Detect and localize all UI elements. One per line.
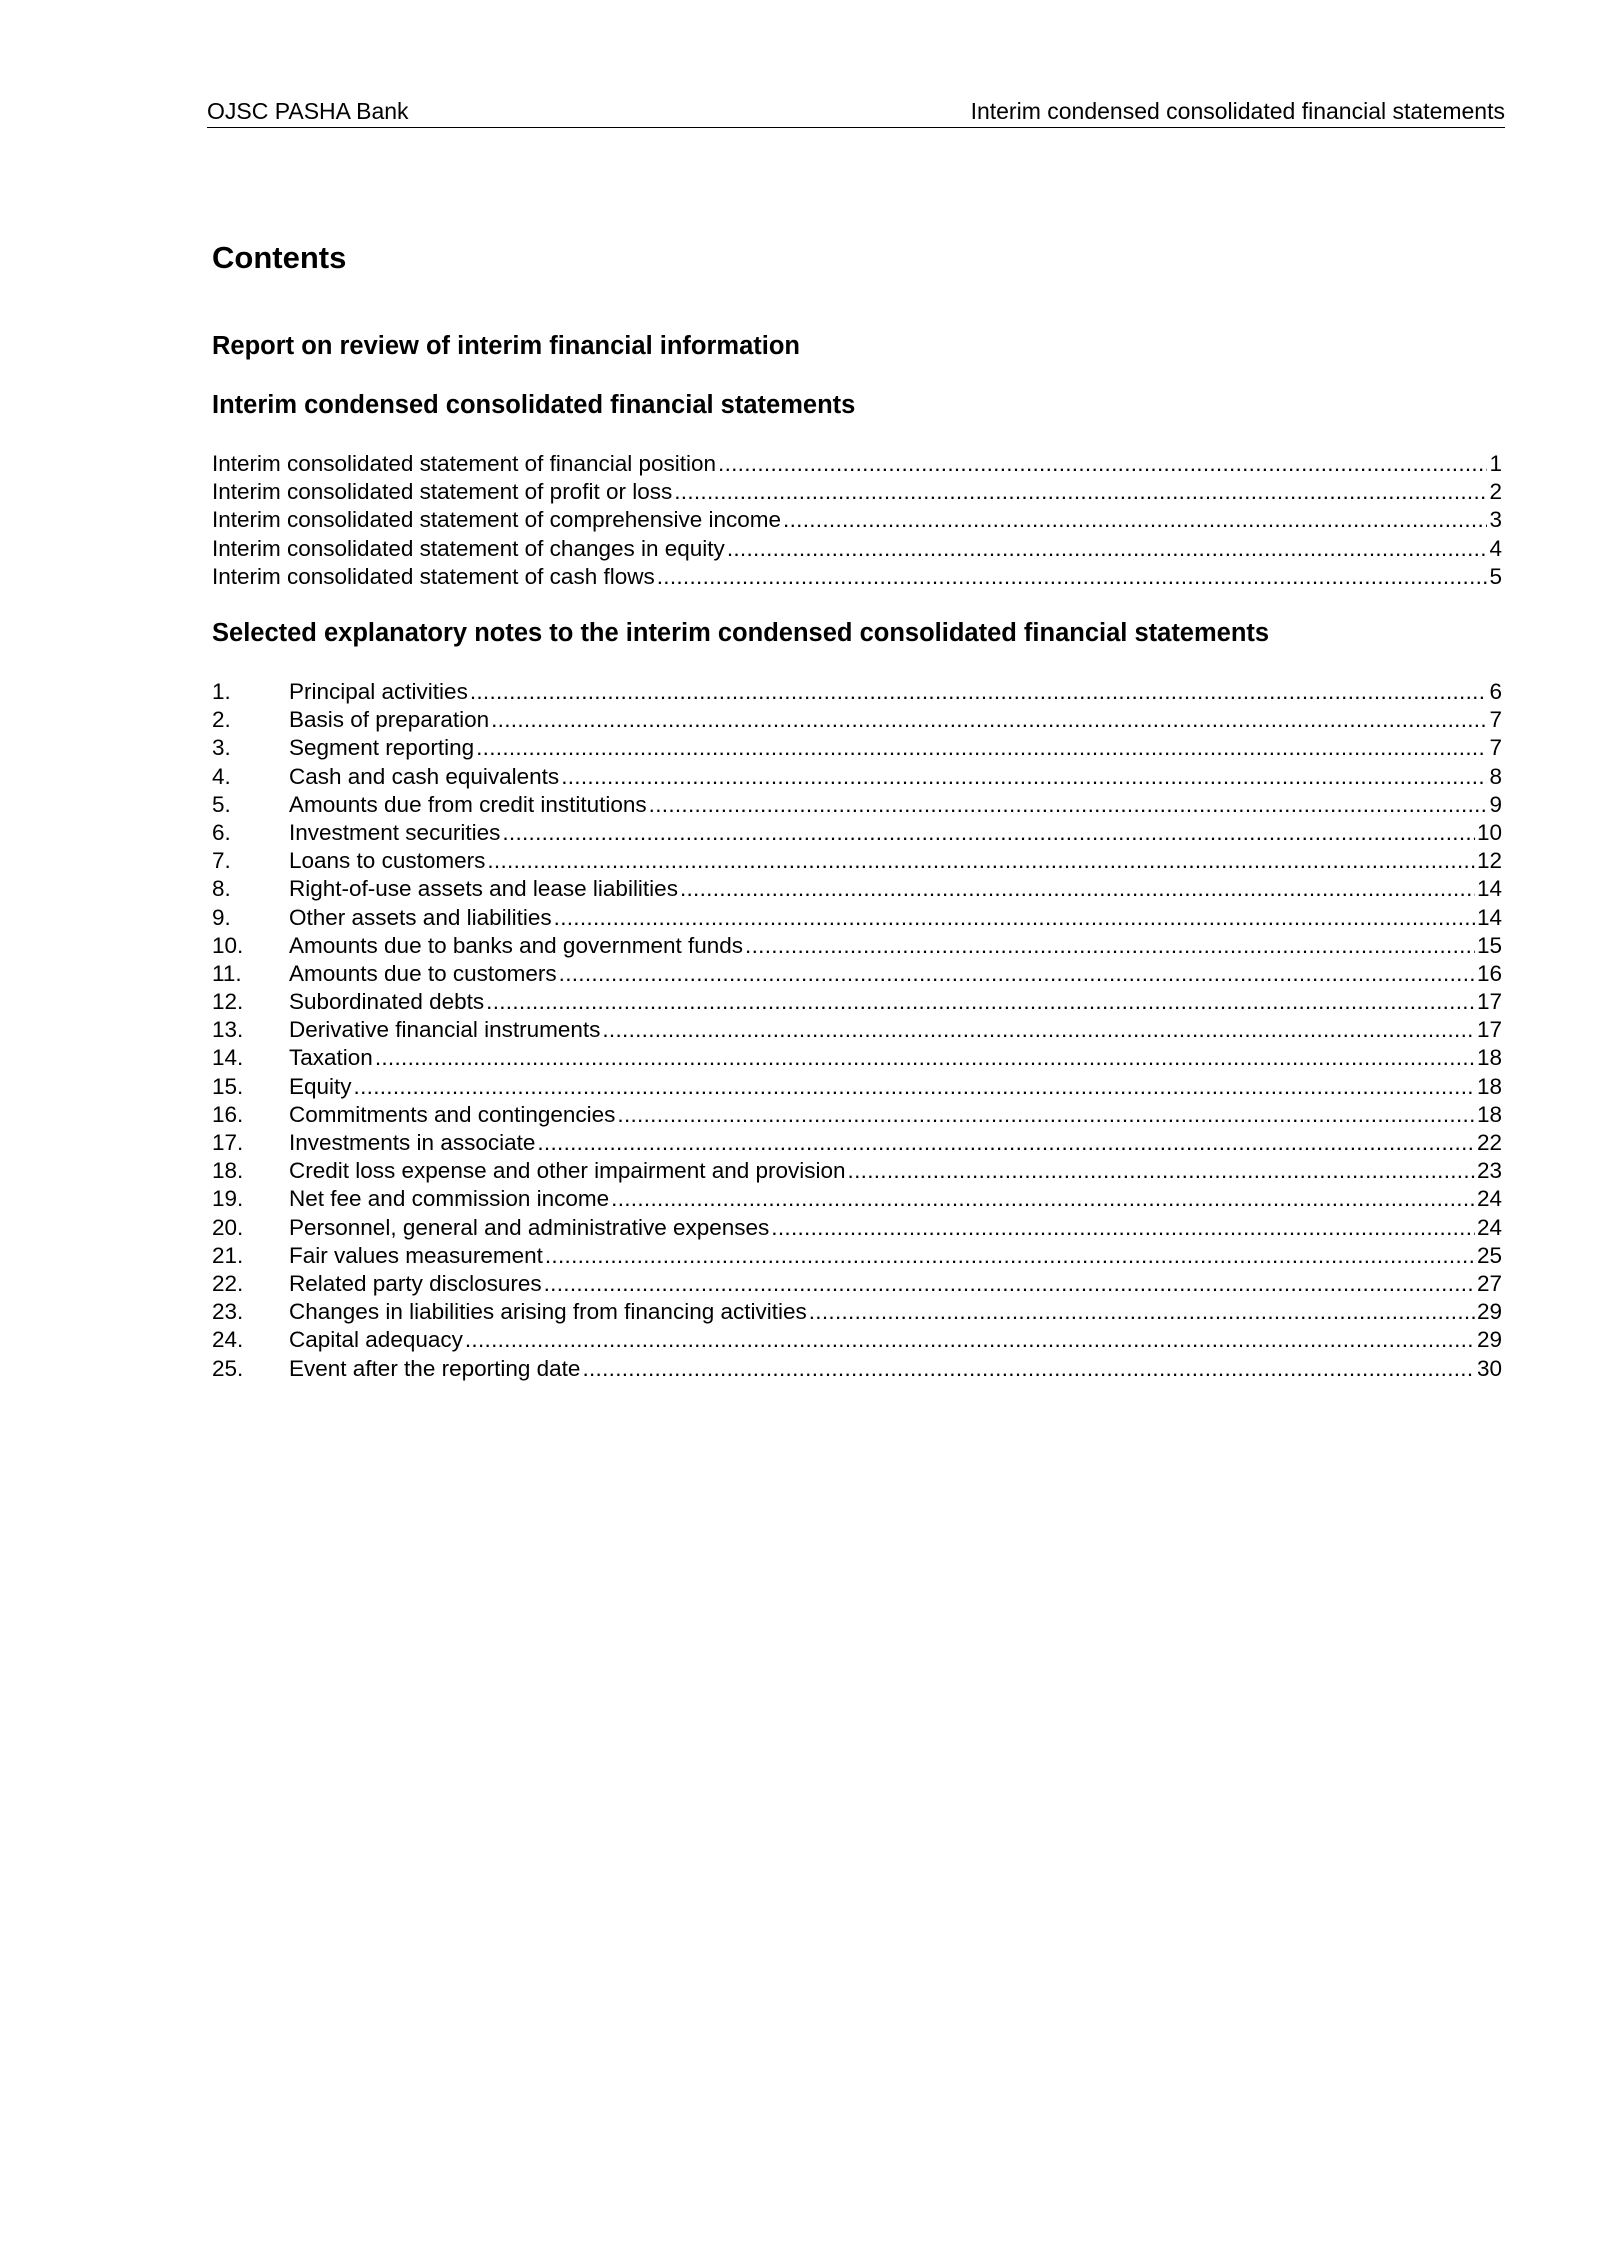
toc-entry-page: 30: [1476, 1355, 1502, 1381]
dot-leader: [502, 819, 1475, 847]
toc-entry-number: 7.: [212, 848, 231, 874]
dot-leader: [354, 1073, 1475, 1101]
dot-leader: [809, 1298, 1475, 1326]
dot-leader: [491, 706, 1487, 734]
toc-entry-number: 13.: [212, 1017, 244, 1043]
toc-entry-number: 4.: [212, 763, 231, 789]
toc-entry-page: 8: [1489, 763, 1502, 789]
toc-entry-page: 23: [1476, 1158, 1502, 1184]
toc-entry[interactable]: [212, 478, 1502, 506]
toc-entry[interactable]: [212, 1073, 1502, 1101]
toc-entry[interactable]: [212, 506, 1502, 534]
toc-entry-label: Interim consolidated statement of profit or loss: [212, 479, 673, 505]
toc-entry-page: 14: [1476, 876, 1502, 902]
toc-entry[interactable]: [212, 791, 1502, 819]
toc-entry[interactable]: [212, 450, 1502, 478]
toc-entry-page: 15: [1476, 932, 1502, 958]
section-notes-heading: Selected explanatory notes to the interim condensed consolidated financial statements: [212, 619, 1270, 647]
toc-entry[interactable]: [212, 988, 1502, 1016]
toc-entry-number: 15.: [212, 1073, 244, 1099]
dot-leader: [582, 1355, 1475, 1383]
toc-entry-number: 8.: [212, 876, 231, 902]
toc-entry-label: Amounts due to banks and government funds: [289, 932, 744, 958]
toc-entry-page: 16: [1476, 960, 1502, 986]
toc-entry-page: 2: [1489, 479, 1502, 505]
toc-entry-label: Capital adequacy: [289, 1327, 463, 1353]
toc-entry-page: 17: [1476, 989, 1502, 1015]
toc-entry-label: Fair values measurement: [289, 1242, 543, 1268]
dot-leader: [657, 563, 1488, 591]
toc-entry-number: 1.: [212, 679, 231, 704]
toc-entry-label: Equity: [289, 1073, 352, 1099]
toc-entry[interactable]: [212, 847, 1502, 875]
dot-leader: [537, 1129, 1475, 1157]
toc-entry[interactable]: [212, 1242, 1502, 1270]
toc-entry-page: 5: [1489, 563, 1502, 589]
toc-entry-number: 24.: [212, 1327, 244, 1353]
toc-entry-number: 10.: [212, 932, 244, 958]
section-statements-heading: Interim condensed consolidated financial statements: [212, 391, 856, 419]
statements-toc: [212, 450, 1502, 591]
toc-entry-page: 7: [1489, 707, 1502, 733]
dot-leader: [554, 904, 1475, 932]
toc-entry-label: Derivative financial instruments: [289, 1017, 601, 1043]
toc-entry-page: 7: [1489, 735, 1502, 761]
toc-entry-page: 17: [1476, 1017, 1502, 1043]
dot-leader: [545, 1242, 1475, 1270]
toc-entry[interactable]: [212, 563, 1502, 591]
toc-entry-page: 3: [1489, 507, 1502, 533]
toc-entry-label: Interim consolidated statement of changes in equity: [212, 535, 725, 561]
toc-entry[interactable]: [212, 763, 1502, 791]
toc-entry-label: Interim consolidated statement of comprehensive income: [212, 507, 782, 533]
toc-entry-label: Interim consolidated statement of cash flows: [212, 563, 655, 589]
toc-entry-label: Investment securities: [289, 819, 501, 845]
toc-entry[interactable]: [212, 932, 1502, 960]
toc-entry-page: 18: [1476, 1045, 1502, 1071]
toc-entry-number: 22.: [212, 1270, 244, 1296]
dot-leader: [486, 988, 1475, 1016]
dot-leader: [602, 1016, 1475, 1044]
toc-entry-label: Credit loss expense and other impairment and provision: [289, 1158, 846, 1184]
toc-entry-label: Principal activities: [289, 679, 468, 704]
page-title: Contents: [212, 240, 347, 275]
toc-entry[interactable]: [212, 904, 1502, 932]
toc-entry-number: 18.: [212, 1158, 244, 1184]
toc-entry-page: 22: [1476, 1130, 1502, 1155]
toc-entry-number: 17.: [212, 1130, 244, 1155]
toc-entry-label: Amounts due from credit institutions: [289, 791, 647, 817]
toc-entry-page: 9: [1489, 791, 1502, 817]
toc-entry-page: 18: [1476, 1073, 1502, 1099]
toc-entry[interactable]: [212, 1157, 1502, 1185]
toc-entry-label: Loans to customers: [289, 848, 486, 874]
toc-entry-label: Interim consolidated statement of financial position: [212, 451, 717, 476]
toc-entry-number: 3.: [212, 735, 231, 761]
toc-entry[interactable]: [212, 1129, 1502, 1157]
toc-entry-number: 6.: [212, 819, 231, 845]
toc-entry-label: Cash and cash equivalents: [289, 763, 560, 789]
toc-entry-number: 21.: [212, 1242, 244, 1268]
toc-entry[interactable]: [212, 706, 1502, 734]
dot-leader: [680, 875, 1475, 903]
dot-leader: [470, 678, 1488, 706]
toc-entry[interactable]: [212, 734, 1502, 762]
toc-entry[interactable]: [212, 1298, 1502, 1326]
toc-entry[interactable]: [212, 960, 1502, 988]
toc-entry-number: 2.: [212, 707, 231, 733]
toc-entry-page: 24: [1476, 1186, 1502, 1212]
toc-entry-page: 18: [1476, 1101, 1502, 1127]
toc-entry[interactable]: [212, 535, 1502, 563]
toc-entry[interactable]: [212, 1270, 1502, 1298]
toc-entry-page: 27: [1476, 1270, 1502, 1296]
dot-leader: [783, 506, 1487, 534]
dot-leader: [718, 450, 1487, 478]
toc-entry[interactable]: [212, 678, 1502, 706]
toc-entry-label: Net fee and commission income: [289, 1186, 610, 1212]
toc-entry-label: Taxation: [289, 1045, 373, 1071]
toc-entry-number: 25.: [212, 1355, 244, 1381]
header-document-title: Interim condensed consolidated financial statements: [970, 98, 1505, 124]
toc-entry-number: 16.: [212, 1101, 244, 1127]
toc-entry-page: 24: [1476, 1214, 1502, 1240]
toc-entry-page: 6: [1489, 679, 1502, 704]
toc-entry-page: 29: [1476, 1299, 1502, 1325]
section-report-heading: Report on review of interim financial information: [212, 332, 800, 360]
toc-entry-number: 9.: [212, 904, 231, 930]
toc-entry-number: 11.: [212, 960, 242, 986]
toc-entry-page: 10: [1476, 819, 1502, 845]
notes-toc: [212, 678, 1502, 1383]
toc-entry-number: 19.: [212, 1186, 244, 1212]
toc-entry-number: 20.: [212, 1214, 244, 1240]
toc-entry-label: Amounts due to customers: [289, 960, 557, 986]
toc-entry-number: 23.: [212, 1299, 244, 1325]
dot-leader: [771, 1214, 1475, 1242]
toc-entry-page: 29: [1476, 1327, 1502, 1353]
dot-leader: [617, 1101, 1475, 1129]
page-header: [207, 94, 1505, 128]
toc-entry-number: 5.: [212, 791, 231, 817]
toc-entry-label: Other assets and liabilities: [289, 904, 552, 930]
toc-entry-page: 25: [1476, 1242, 1502, 1268]
toc-entry-number: 14.: [212, 1045, 244, 1071]
toc-entry-label: Subordinated debts: [289, 989, 485, 1015]
toc-entry-label: Basis of preparation: [289, 707, 490, 733]
toc-entry-label: Segment reporting: [289, 735, 475, 761]
toc-entry-page: 1: [1489, 451, 1502, 476]
toc-entry[interactable]: [212, 1185, 1502, 1213]
toc-entry[interactable]: [212, 1101, 1502, 1129]
dot-leader: [487, 847, 1475, 875]
toc-entry[interactable]: [212, 1214, 1502, 1242]
dot-leader: [674, 478, 1487, 506]
toc-entry-label: Investments in associate: [289, 1130, 536, 1155]
toc-entry-label: Personnel, general and administrative expenses: [289, 1214, 770, 1240]
toc-entry-page: 14: [1476, 904, 1502, 930]
toc-entry-label: Commitments and contingencies: [289, 1101, 616, 1127]
dot-leader: [559, 960, 1475, 988]
dot-leader: [727, 535, 1488, 563]
dot-leader: [611, 1185, 1475, 1213]
toc-entry[interactable]: [212, 819, 1502, 847]
toc-entry-label: Related party disclosures: [289, 1270, 542, 1296]
dot-leader: [745, 932, 1475, 960]
toc-entry-page: 12: [1476, 848, 1502, 874]
toc-entry-number: 12.: [212, 989, 244, 1015]
toc-entry[interactable]: [212, 1326, 1502, 1354]
dot-leader: [561, 763, 1487, 791]
toc-entry[interactable]: [212, 875, 1502, 903]
dot-leader: [649, 791, 1488, 819]
dot-leader: [375, 1044, 1475, 1072]
toc-entry[interactable]: [212, 1355, 1502, 1383]
header-company: OJSC PASHA Bank: [207, 98, 409, 124]
toc-entry-label: Changes in liabilities arising from financing activities: [289, 1299, 807, 1325]
dot-leader: [476, 734, 1487, 762]
toc-entry-page: 4: [1489, 535, 1502, 561]
dot-leader: [544, 1270, 1475, 1298]
toc-entry-label: Right-of-use assets and lease liabilities: [289, 876, 678, 902]
dot-leader: [848, 1157, 1475, 1185]
dot-leader: [465, 1326, 1475, 1354]
toc-entry[interactable]: [212, 1016, 1502, 1044]
toc-entry[interactable]: [212, 1044, 1502, 1072]
toc-entry-label: Event after the reporting date: [289, 1355, 581, 1381]
